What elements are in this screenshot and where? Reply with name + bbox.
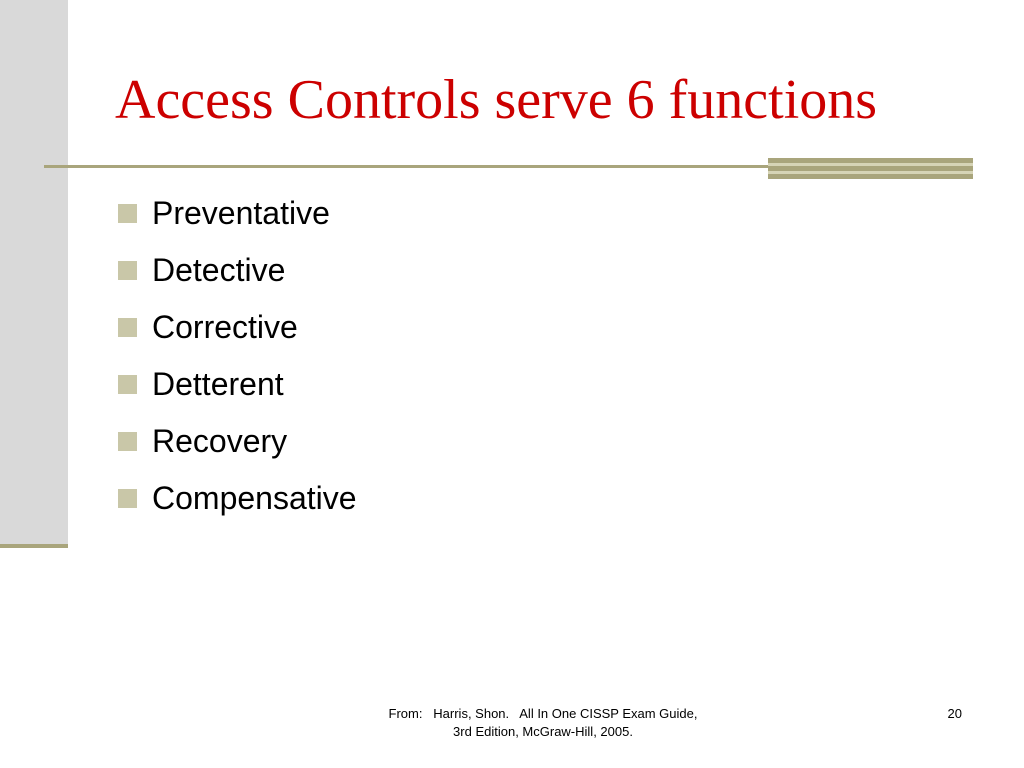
square-bullet-icon <box>118 432 137 451</box>
bullet-item <box>118 413 357 470</box>
square-bullet-icon <box>118 489 137 508</box>
footer-citation: From: Harris, Shon. All In One CISSP Exam Guide, 3rd Edition, McGraw-Hill, 2005. <box>388 706 702 739</box>
bullet-item <box>118 470 357 527</box>
slide-number: 20 <box>947 706 962 721</box>
bullet-text: Preventative <box>152 195 330 231</box>
square-bullet-icon <box>118 318 137 337</box>
title-divider-accent-block <box>768 158 973 179</box>
bullet-text: Compensative <box>152 480 357 516</box>
bullet-item <box>118 242 357 299</box>
bullet-text: Detterent <box>152 366 284 402</box>
bullet-text: Corrective <box>152 309 298 345</box>
bullet-item <box>118 299 357 356</box>
bullet-text: Detective <box>152 252 286 288</box>
bullet-text: Recovery <box>152 423 288 459</box>
bullet-list <box>118 185 357 527</box>
square-bullet-icon <box>118 204 137 223</box>
slide-title: Access Controls serve 6 functions <box>115 69 878 131</box>
square-bullet-icon <box>118 375 137 394</box>
left-side-bar-base-line <box>0 544 68 548</box>
square-bullet-icon <box>118 261 137 280</box>
bullet-item <box>118 185 357 242</box>
left-side-bar <box>0 0 68 546</box>
bullet-item <box>118 356 357 413</box>
